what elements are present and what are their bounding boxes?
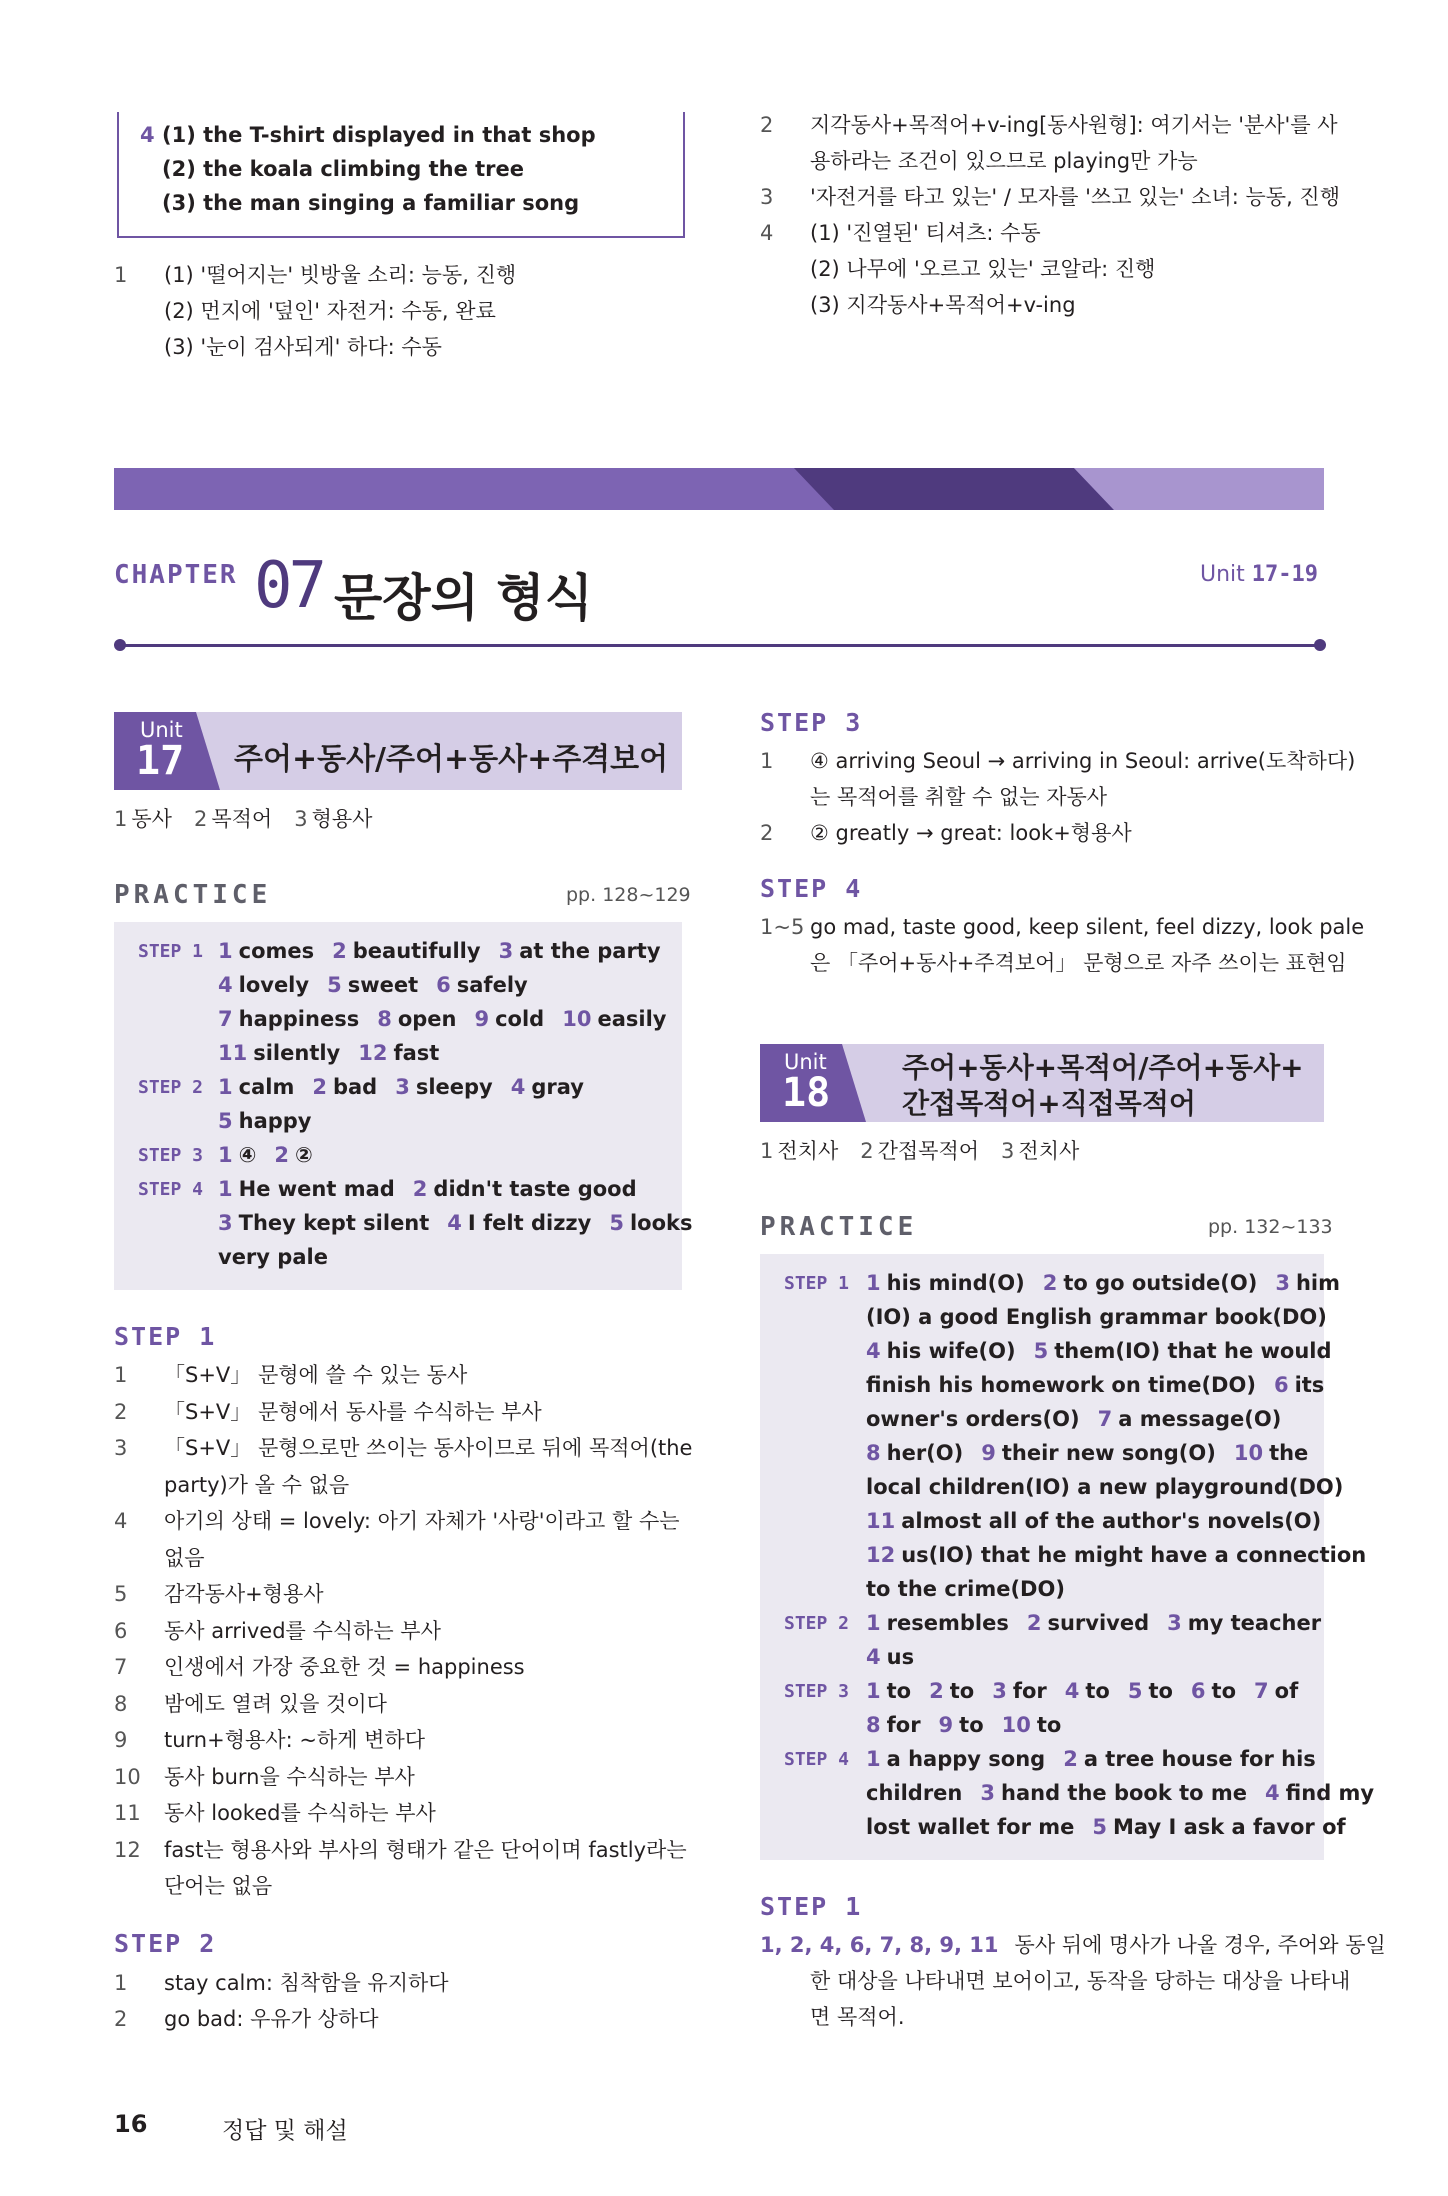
unit17-practice-pages: pp. 128~129 <box>566 884 691 906</box>
unit18-practice-number: 10 <box>1233 1441 1264 1465</box>
unit17-practice-step-label: STEP 2 <box>138 1077 204 1098</box>
unit17-practice-answer: bad <box>332 1075 378 1099</box>
unit17-practice-number: 3 <box>218 1211 233 1235</box>
unit18-practice-answer: resembles <box>886 1611 1009 1635</box>
unit18-practice-line <box>866 1610 1339 1636</box>
unit17-practice-number: 5 <box>327 973 342 997</box>
unit17-practice-number: 10 <box>562 1007 592 1031</box>
unit17-practice-answer: fast <box>393 1041 440 1065</box>
unit17-step2-number: 2 <box>114 2007 128 2031</box>
top-right-text: 지각동사+목적어+v-ing[동사원형]: 여기서는 '분사'를 사 <box>810 113 1338 137</box>
unit18-step1-heading: STEP 1 <box>760 1892 863 1921</box>
unit18-step1-text: 동사 뒤에 명사가 나올 경우, 주어와 동일 <box>1014 1933 1386 1957</box>
unit17-step1-text: 동사 looked를 수식하는 부사 <box>164 1801 436 1825</box>
unit18-practice-number: 9 <box>981 1441 996 1465</box>
unit17-step1-number: 3 <box>114 1436 128 1460</box>
unit18-practice-number: 3 <box>992 1679 1007 1703</box>
unit17-step1-text: 「S+V」 문형에서 동사를 수식하는 부사 <box>164 1399 542 1424</box>
unit17-answer-line <box>114 806 394 832</box>
unit18-practice-number: 1 <box>866 1611 881 1635</box>
unit17-practice-line <box>218 1040 457 1066</box>
chapter-divider-dot-right <box>1314 639 1326 651</box>
unit17-practice-number: 9 <box>474 1007 490 1031</box>
unit18-practice-number: 6 <box>1273 1373 1289 1397</box>
top-right-text: '자전거를 타고 있는' / 모자를 '쓰고 있는' 소녀: 능동, 진행 <box>810 185 1340 209</box>
unit18-practice-number: 3 <box>1275 1271 1290 1295</box>
unit17-practice-number: 5 <box>218 1109 233 1133</box>
unit18-step1-row <box>810 1968 1350 1994</box>
unit18-practice-line <box>866 1780 1392 1806</box>
top-right-number: 3 <box>760 185 774 209</box>
unit18-practice-number: 7 <box>1097 1407 1113 1431</box>
unit17-step3-text: 는 목적어를 취할 수 없는 자동사 <box>810 785 1108 809</box>
unit18-practice-step-label: STEP 4 <box>784 1749 850 1770</box>
chapter-number: 07 <box>254 549 324 623</box>
unit18-practice-answer: to go outside(O) <box>1063 1271 1258 1295</box>
unit17-step1-text: turn+형용사: ~하게 변하다 <box>164 1728 426 1752</box>
unit17-practice-number: 4 <box>218 973 233 997</box>
unit18-answer-text: 전치사 <box>1018 1139 1080 1163</box>
unit18-practice-line <box>866 1576 1083 1602</box>
unit18-practice-line <box>866 1678 1316 1704</box>
unit17-practice-answer: They kept silent <box>238 1211 430 1235</box>
unit17-step1-text: 인생에서 가장 중요한 것 = happiness <box>164 1655 525 1679</box>
unit18-step1-row <box>760 1932 1386 1958</box>
unit18-practice-line <box>866 1440 1326 1466</box>
unit18-practice-number: 8 <box>866 1713 881 1737</box>
unit17-step1-number: 7 <box>114 1655 128 1679</box>
unit18-practice-answer: children <box>866 1781 963 1805</box>
chapter-divider <box>120 644 1320 647</box>
unit17-step1-heading: STEP 1 <box>114 1322 217 1351</box>
unit18-practice-answer: almost all of the author's novels(O) <box>901 1509 1322 1533</box>
unit18-practice-answer: finish his homework on time(DO) <box>866 1373 1256 1397</box>
unit17-step1-text: 「S+V」 문형으로만 쓰이는 동사이므로 뒤에 목적어(the <box>164 1436 693 1460</box>
top-right-text: 용하라는 조건이 있으므로 playing만 가능 <box>810 149 1198 173</box>
unit18-practice-number: 7 <box>1254 1679 1269 1703</box>
unit17-practice-answer: ② <box>295 1143 313 1167</box>
unit18-practice-answer: owner's orders(O) <box>866 1407 1080 1431</box>
unit18-practice-answer: lost wallet for me <box>866 1815 1075 1839</box>
top-right-text: (1) '진열된' 티셔츠: 수동 <box>810 221 1041 245</box>
unit17-practice-number: 4 <box>447 1211 462 1235</box>
unit17-practice-line <box>218 1210 711 1236</box>
top-box-text: (2) the koala climbing the tree <box>162 157 525 181</box>
unit17-practice-answer: I felt dizzy <box>467 1211 592 1235</box>
unit18-practice-number: 11 <box>866 1509 896 1533</box>
unit17-step2-heading: STEP 2 <box>114 1929 217 1958</box>
chapter-banner-bar <box>114 468 1324 510</box>
unit18-step1-text: 면 목적어. <box>810 2005 905 2029</box>
unit17-practice-answer: very pale <box>218 1245 328 1269</box>
unit18-practice-pages: pp. 132~133 <box>1208 1216 1333 1238</box>
unit18-practice-answer: find my <box>1285 1781 1375 1805</box>
unit17-practice-answer: He went mad <box>238 1177 395 1201</box>
unit17-practice-answer: open <box>397 1007 457 1031</box>
unit17-step1-number: 12 <box>114 1837 141 1862</box>
unit17-practice-number: 2 <box>312 1075 327 1099</box>
unit18-practice-number: 1 <box>866 1747 881 1771</box>
unit17-practice-answer: cold <box>495 1007 545 1031</box>
unit18-practice-number: 1 <box>866 1271 881 1295</box>
unit18-practice-answer: hand the book to me <box>1001 1781 1248 1805</box>
unit18-number: 18 <box>782 1070 831 1116</box>
unit18-practice-step-label: STEP 2 <box>784 1613 850 1634</box>
unit17-step1-text: 「S+V」 문형에 쓸 수 있는 동사 <box>164 1363 468 1387</box>
unit17-practice-number: 2 <box>332 939 347 963</box>
unit17-step1-number: 9 <box>114 1728 128 1752</box>
unit17-practice-line <box>218 1108 330 1134</box>
unit18-answer-text: 간접목적어 <box>877 1139 980 1163</box>
unit18-step1-row <box>810 2004 905 2030</box>
unit17-practice-number: 5 <box>609 1211 624 1235</box>
unit17-step1-number: 10 <box>114 1764 141 1789</box>
top-box-text: (3) the man singing a familiar song <box>162 191 580 215</box>
unit17-practice-answer: happy <box>238 1109 312 1133</box>
unit18-practice-answer: to <box>1211 1679 1237 1703</box>
unit18-practice-answer: to <box>949 1679 975 1703</box>
unit18-practice-line <box>866 1406 1299 1432</box>
unit18-practice-number: 12 <box>866 1543 896 1567</box>
unit17-step1-text: 없음 <box>164 1545 205 1570</box>
unit17-step1-number: 11 <box>114 1801 141 1825</box>
unit17-step4-number: 1~5 <box>760 915 805 939</box>
unit18-practice-number: 5 <box>1127 1679 1143 1703</box>
unit18-answer-number: 1 <box>760 1139 774 1163</box>
unit17-practice-number: 2 <box>412 1177 428 1201</box>
top-right-text: (2) 나무에 '오르고 있는' 코알라: 진행 <box>810 257 1156 281</box>
unit18-title-line1: 주어+동사+목적어/주어+동사+ <box>902 1051 1304 1084</box>
unit18-practice-line <box>866 1270 1358 1296</box>
footer-label: 정답 및 해설 <box>222 2118 348 2144</box>
unit17-practice-number: 1 <box>218 1143 233 1167</box>
unit17-practice-answer: gray <box>531 1075 584 1099</box>
unit18-practice-answer: her(O) <box>886 1441 964 1465</box>
unit17-answer-number: 1 <box>114 807 128 831</box>
unit17-answer-text: 목적어 <box>211 807 273 831</box>
unit18-practice-number: 9 <box>938 1713 954 1737</box>
unit17-practice-answer: at the party <box>519 939 661 963</box>
unit18-practice-answer: to <box>1036 1713 1062 1737</box>
unit17-practice-number: 1 <box>218 939 233 963</box>
unit18-answer-text: 전치사 <box>777 1139 839 1163</box>
top-left-text: (1) '떨어지는' 빗방울 소리: 능동, 진행 <box>164 263 517 287</box>
unit17-practice-line <box>218 938 679 964</box>
unit17-practice-answer: comes <box>238 939 315 963</box>
unit18-practice-number: 4 <box>1265 1781 1280 1805</box>
unit18-practice-line <box>866 1542 1384 1568</box>
unit18-practice-number: 2 <box>1026 1611 1042 1635</box>
top-right-number: 4 <box>760 221 774 245</box>
top-left-text: (2) 먼지에 '덮인' 자전거: 수동, 완료 <box>164 299 496 323</box>
unit17-step1-number: 5 <box>114 1582 128 1606</box>
unit18-practice-number: 2 <box>1042 1271 1058 1295</box>
unit17-practice-line <box>218 1006 684 1032</box>
unit17-practice-step-label: STEP 3 <box>138 1145 204 1166</box>
unit17-practice-step-label: STEP 1 <box>138 941 204 962</box>
unit17-practice-answer: easily <box>597 1007 667 1031</box>
unit17-step2-number: 1 <box>114 1971 128 1995</box>
unit18-practice-line <box>866 1372 1342 1398</box>
unit17-step4-heading: STEP 4 <box>760 874 863 903</box>
unit17-practice-number: 3 <box>395 1075 410 1099</box>
top-left-text: (3) '눈이 검사되게' 하다: 수동 <box>164 335 442 359</box>
unit18-practice-number: 4 <box>866 1339 881 1363</box>
unit17-step1-number: 1 <box>114 1363 128 1387</box>
unit17-practice-number: 4 <box>510 1075 526 1099</box>
unit17-practice-line <box>218 1074 602 1100</box>
unit17-practice-answer: didn't taste good <box>433 1177 637 1201</box>
unit17-step1-text: 아기의 상태 = lovely: 아기 자체가 '사랑'이라고 할 수는 <box>164 1509 680 1533</box>
unit18-practice-number: 5 <box>1092 1815 1108 1839</box>
unit18-practice-answer: their new song(O) <box>1001 1441 1216 1465</box>
unit18-practice-answer: its <box>1294 1373 1325 1397</box>
chapter-title: 문장의 형식 <box>334 569 593 627</box>
chapter-unit-range <box>1200 562 1318 587</box>
unit17-practice-answer: sweet <box>347 973 419 997</box>
top-box-number: 4 <box>140 123 155 147</box>
unit18-practice-number: 5 <box>1033 1339 1049 1363</box>
unit18-practice-answer: them(IO) that he would <box>1054 1339 1332 1363</box>
unit18-practice-answer: to <box>1085 1679 1110 1703</box>
unit18-practice-line <box>866 1338 1350 1364</box>
unit18-step1-number: 1, 2, 4, 6, 7, 8, 9, 11 <box>760 1933 999 1957</box>
unit17-practice-line <box>218 1142 331 1168</box>
unit18-practice-number: 8 <box>866 1441 881 1465</box>
unit18-practice-answer: survived <box>1047 1611 1150 1635</box>
unit17-practice-answer: silently <box>253 1041 341 1065</box>
unit17-practice-answer: lovely <box>238 973 310 997</box>
unit18-practice-answer: the <box>1269 1441 1309 1465</box>
unit18-practice-answer: a tree house for his <box>1083 1747 1316 1771</box>
unit17-step1-text: 단어는 없음 <box>164 1874 273 1898</box>
unit17-step3-text: ② greatly → great: look+형용사 <box>810 821 1132 845</box>
unit17-step4-text: go mad, taste good, keep silent, feel dizzy, look pale <box>810 915 1365 939</box>
unit18-practice-line <box>866 1644 932 1670</box>
unit17-step1-number: 2 <box>114 1399 128 1424</box>
unit18-practice-answer: May I ask a favor of <box>1113 1815 1346 1839</box>
chapter-divider-dot-left <box>114 639 126 651</box>
unit17-step1-text: 밤에도 열려 있을 것이다 <box>164 1691 387 1716</box>
unit17-step1-text: 감각동사+형용사 <box>164 1582 324 1606</box>
unit18-answer-number: 2 <box>860 1139 874 1163</box>
unit17-practice-answer: looks <box>629 1211 693 1235</box>
unit18-practice-line <box>866 1712 1079 1738</box>
unit17-step1-number: 4 <box>114 1509 128 1533</box>
unit17-step1-text: fast는 형용사와 부사의 형태가 같은 단어이며 fastly라는 <box>164 1837 687 1862</box>
unit18-practice-answer: a happy song <box>886 1747 1046 1771</box>
unit18-practice-number: 10 <box>1001 1713 1031 1737</box>
unit17-practice-label: PRACTICE <box>114 880 272 910</box>
unit18-practice-answer: to <box>886 1679 912 1703</box>
unit18-title-line2: 간접목적어+직접목적어 <box>902 1087 1196 1120</box>
unit17-step3-heading: STEP 3 <box>760 708 863 737</box>
unit18-practice-answer: local children(IO) a new playground(DO) <box>866 1475 1344 1499</box>
unit17-unit-word: Unit <box>140 718 183 742</box>
unit17-answer-number: 2 <box>193 807 208 831</box>
unit18-practice-number: 2 <box>1063 1747 1078 1771</box>
unit17-practice-answer: happiness <box>238 1007 360 1031</box>
unit17-practice-number: 12 <box>358 1041 388 1065</box>
unit17-step1-text: 동사 arrived를 수식하는 부사 <box>164 1618 441 1643</box>
top-right-number: 2 <box>760 113 774 137</box>
unit18-practice-answer: his wife(O) <box>886 1339 1016 1363</box>
unit18-practice-number: 6 <box>1190 1679 1206 1703</box>
unit18-practice-number: 2 <box>929 1679 944 1703</box>
unit17-step1-text: 동사 burn을 수식하는 부사 <box>164 1764 415 1789</box>
unit18-practice-answer: us <box>886 1645 915 1669</box>
unit18-step1-text: 한 대상을 나타내면 보어이고, 동작을 당하는 대상을 나타내 <box>810 1969 1351 1993</box>
unit18-practice-number: 4 <box>866 1645 881 1669</box>
unit17-practice-number: 7 <box>218 1007 233 1031</box>
unit18-practice-number: 4 <box>1064 1679 1080 1703</box>
unit18-practice-number: 3 <box>1167 1611 1182 1635</box>
unit17-answer-text: 동사 <box>131 807 172 831</box>
unit18-practice-line <box>866 1814 1364 1840</box>
unit17-practice-number: 1 <box>218 1075 233 1099</box>
unit17-practice-answer: calm <box>238 1075 295 1099</box>
unit18-practice-answer: him <box>1295 1271 1340 1295</box>
chapter-banner <box>114 468 1324 510</box>
unit17-practice-line <box>218 1176 655 1202</box>
unit17-practice-step-label: STEP 4 <box>138 1179 204 1200</box>
unit18-practice-number: 3 <box>980 1781 996 1805</box>
unit18-practice-label: PRACTICE <box>760 1212 918 1242</box>
unit17-practice-number: 3 <box>498 939 514 963</box>
unit17-practice-line <box>218 1244 346 1270</box>
unit18-practice-step-label: STEP 3 <box>784 1681 850 1702</box>
unit17-step4-text: 은 「주어+동사+주격보어」 문형으로 자주 쓰이는 표현임 <box>810 951 1347 975</box>
unit17-practice-number: 2 <box>274 1143 290 1167</box>
top-right-text: (3) 지각동사+목적어+v-ing <box>810 293 1076 317</box>
unit18-practice-line <box>866 1474 1361 1500</box>
unit17-practice-line <box>218 972 546 998</box>
unit18-unit-word: Unit <box>784 1050 827 1074</box>
unit17-practice-answer: ④ <box>238 1143 257 1167</box>
unit18-practice-line <box>866 1508 1339 1534</box>
unit17-step3-number: 2 <box>760 821 774 845</box>
unit18-practice-step-label: STEP 1 <box>784 1273 850 1294</box>
unit18-practice-answer: of <box>1274 1679 1299 1703</box>
unit18-practice-line <box>866 1304 1345 1330</box>
unit17-step3-number: 1 <box>760 749 774 773</box>
unit18-practice-line <box>866 1746 1334 1772</box>
chapter-unit-label: Unit <box>1200 562 1245 587</box>
unit17-step1-text: party)가 올 수 없음 <box>164 1472 350 1497</box>
unit17-step1-number: 8 <box>114 1691 128 1716</box>
unit17-practice-number: 1 <box>218 1177 233 1201</box>
unit18-practice-answer: my teacher <box>1187 1611 1322 1635</box>
unit17-practice-answer: sleepy <box>415 1075 493 1099</box>
unit17-title: 주어+동사/주어+동사+주격보어 <box>234 742 669 777</box>
top-left-number: 1 <box>114 263 128 287</box>
unit18-answer-number: 3 <box>1001 1139 1015 1163</box>
unit17-practice-answer: safely <box>456 973 528 997</box>
unit18-practice-answer: his mind(O) <box>886 1271 1025 1295</box>
unit18-practice-answer: a message(O) <box>1118 1407 1282 1431</box>
unit18-practice-answer: us(IO) that he might have a connection <box>901 1543 1367 1567</box>
chapter-label: CHAPTER <box>114 560 238 590</box>
footer-page-number: 16 <box>114 2110 148 2138</box>
unit18-practice-answer: for <box>1012 1679 1047 1703</box>
unit17-practice-answer: beautifully <box>352 939 481 963</box>
top-box-text: (1) the T-shirt displayed in that shop <box>162 123 596 147</box>
unit17-practice-number: 6 <box>436 973 451 997</box>
unit18-practice-answer: to <box>1148 1679 1173 1703</box>
unit18-practice-answer: to <box>959 1713 984 1737</box>
unit17-step2-text: go bad: 우유가 상하다 <box>164 2007 379 2031</box>
unit17-step3-text: ④ arriving Seoul → arriving in Seoul: arrive(도착하다) <box>810 749 1356 773</box>
unit17-step1-number: 6 <box>114 1618 128 1643</box>
unit17-number: 17 <box>136 738 185 784</box>
unit17-answer-number: 3 <box>294 807 308 831</box>
unit18-practice-number: 1 <box>866 1679 881 1703</box>
unit18-practice-answer: (IO) a good English grammar book(DO) <box>866 1305 1327 1329</box>
unit17-answer-text: 형용사 <box>311 807 373 831</box>
unit18-practice-answer: to the crime(DO) <box>866 1577 1065 1601</box>
unit18-practice-answer: for <box>886 1713 921 1737</box>
unit17-practice-number: 8 <box>377 1007 392 1031</box>
unit17-step2-text: stay calm: 침착함을 유지하다 <box>164 1971 449 1995</box>
unit18-answer-line <box>760 1138 1101 1164</box>
unit17-practice-number: 11 <box>218 1041 248 1065</box>
chapter-unit-numbers: 17-19 <box>1251 562 1319 587</box>
